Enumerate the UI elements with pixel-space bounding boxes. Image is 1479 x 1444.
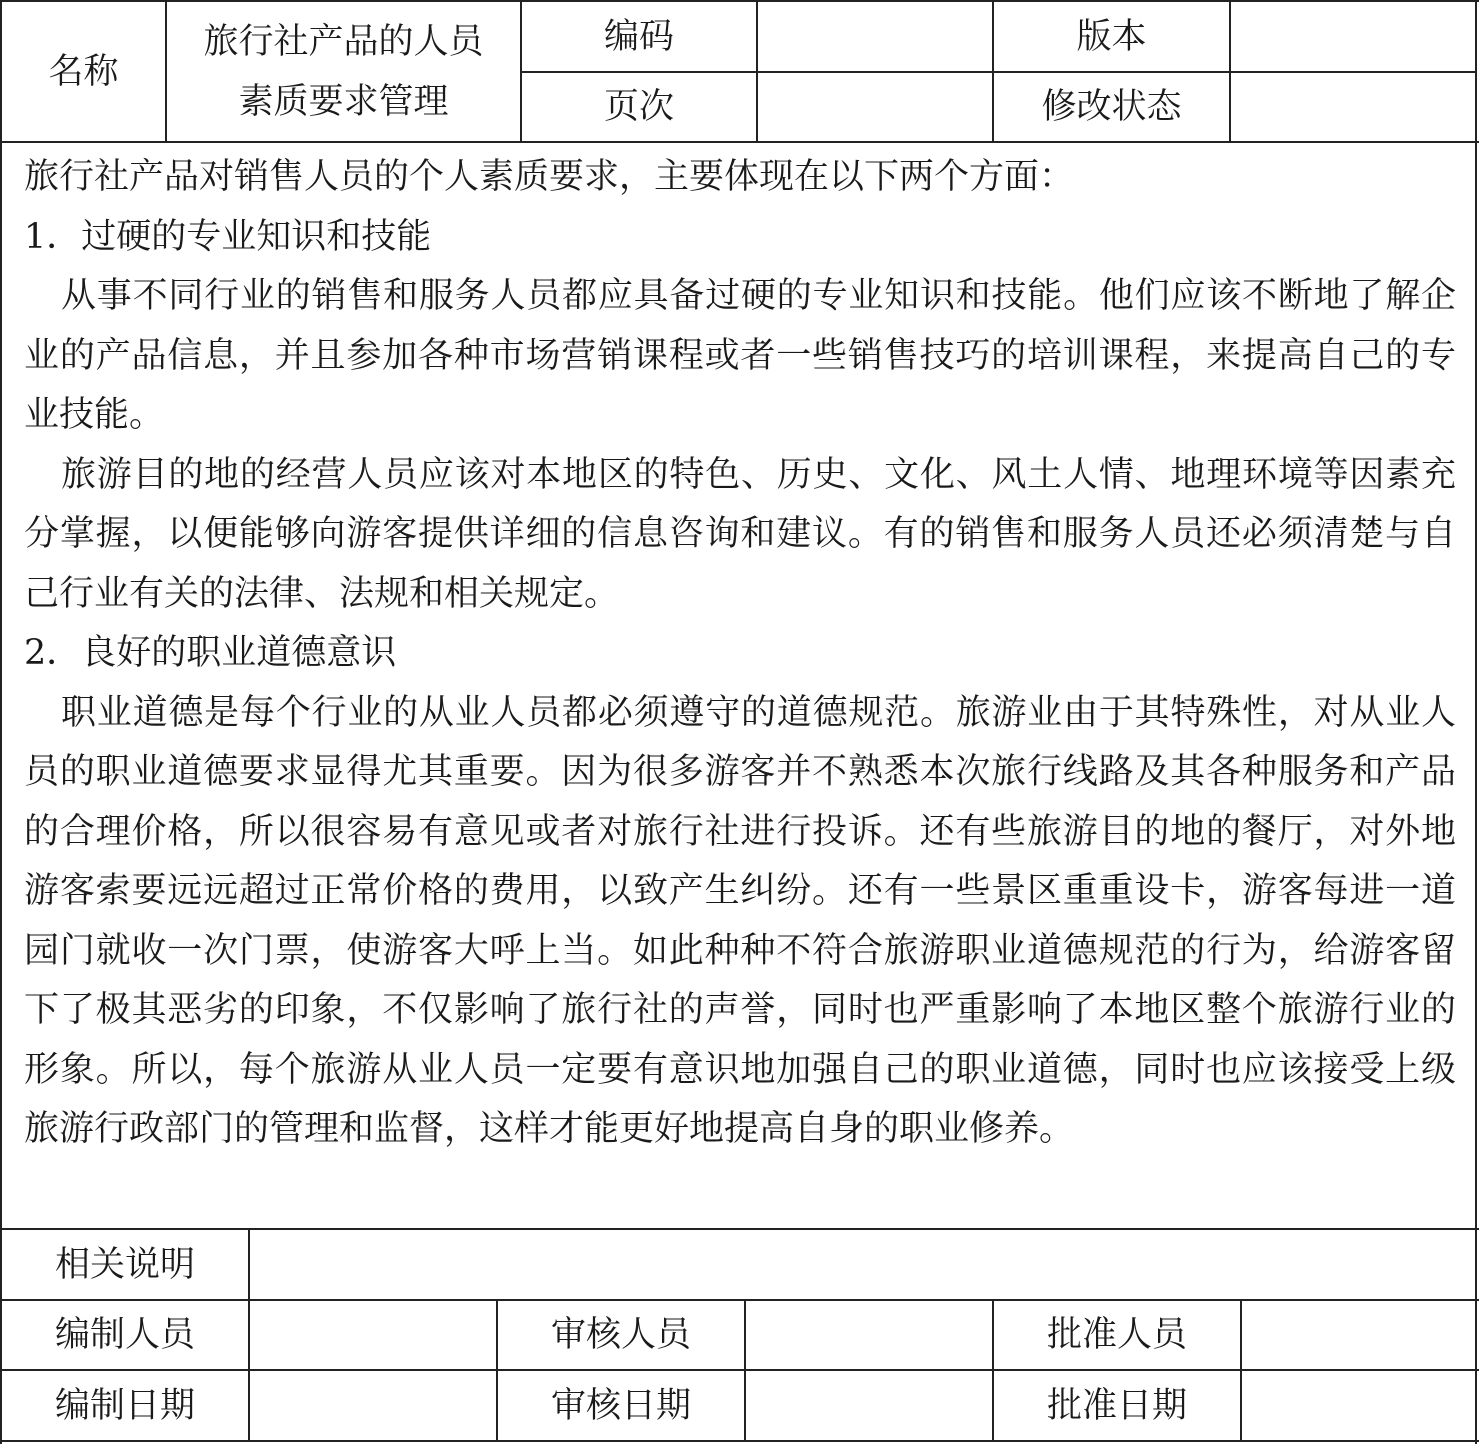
paragraph-2: 旅游目的地的经营人员应该对本地区的特色、历史、文化、风土人情、地理环境等因素充分掌握，以便能够向游客提供详细的信息咨询和建议。有的销售和服务人员还必须清楚与自己行业有关的法律、法规和相关规定。 (24, 454, 1456, 614)
content-body (24, 148, 1456, 1160)
prepared-date-label: 编制日期 (54, 1385, 195, 1426)
name-label: 名称 (48, 51, 119, 92)
approved-by-label: 批准人员 (1046, 1315, 1187, 1355)
approved-date-value (1242, 1371, 1475, 1440)
notes-value (250, 1230, 1475, 1299)
prepared-date-value (250, 1371, 496, 1440)
code-label: 编码 (603, 16, 674, 57)
section-heading-1: 1．过硬的专业知识和技能 (24, 216, 432, 257)
reviewed-date-label: 审核日期 (550, 1385, 691, 1426)
version-label: 版本 (1076, 16, 1147, 57)
document-title-line2: 素质要求管理 (238, 81, 449, 122)
intro-paragraph: 旅行社产品对销售人员的个人素质要求，主要体现在以下两个方面： (24, 157, 1075, 197)
border-bottom (0, 1440, 1479, 1442)
document-title (167, 2, 520, 141)
reviewed-by-label: 审核人员 (550, 1315, 691, 1355)
reviewed-date-value (746, 1371, 992, 1440)
document-title-line1: 旅行社产品的人员 (203, 21, 484, 62)
prepared-by-label: 编制人员 (54, 1315, 195, 1355)
approved-by-value (1242, 1301, 1475, 1369)
reviewed-by-value (746, 1301, 992, 1369)
page-label: 页次 (603, 87, 674, 127)
prepared-by-value (250, 1301, 496, 1369)
version-value (1231, 2, 1475, 71)
paragraph-1: 从事不同行业的销售和服务人员都应具备过硬的专业知识和技能。他们应该不断地了解企业的产品信息，并且参加各种市场营销课程或者一些销售技巧的培训课程，来提高自己的专业技能。 (24, 276, 1456, 435)
revision-label: 修改状态 (1041, 87, 1182, 127)
section-heading-2: 2．良好的职业道德意识 (24, 633, 397, 673)
code-value (758, 2, 992, 71)
header-bottom-rule (0, 141, 1479, 143)
notes-label: 相关说明 (54, 1244, 195, 1285)
page-value (758, 73, 992, 141)
revision-value (1231, 73, 1475, 141)
paragraph-3: 职业道德是每个行业的从业人员都必须遵守的道德规范。旅游业由于其特殊性，对从业人员的职业道德要求显得尤其重要。因为很多游客并不熟悉本次旅行线路及其各种服务和产品的合理价格，所以很容易有意见或者对旅行社进行投诉。还有些旅游目的地的餐厅，对外地游客索要远远超过正常价格的费用，以致产生纠纷。还有一些景区重重设卡，游客每进一道园门就收一次门票，使游客大呼上当。如此种种不符合旅游职业道德规范的行为，给游客留下了极其恶劣的印象，不仅影响了旅行社的声誉，同时也严重影响了本地区整个旅游行业的形象。所以，每个旅游从业人员一定要有意识地加强自己的职业道德，同时也应该接受上级旅游行政部门的管理和监督，这样才能更好地提高自身的职业修养。 (24, 692, 1456, 1149)
approved-date-label: 批准日期 (1046, 1385, 1187, 1426)
